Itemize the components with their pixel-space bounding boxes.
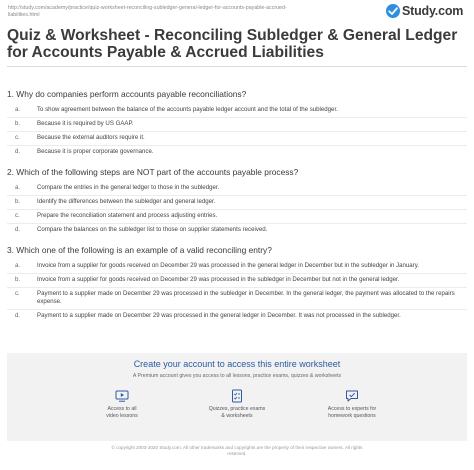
- option-letter: b.: [15, 198, 21, 205]
- option-letter: c.: [15, 212, 20, 219]
- feature-video-lessons: [77, 389, 167, 419]
- page-title: Quiz & Worksheet - Reconciling Subledger & General Ledger for Accounts Payable & Accrued Liabilities: [7, 27, 458, 61]
- option-text: To show agreement between the balance of the accounts payable ledger account and the total of the subledger.: [37, 106, 338, 113]
- option-text: Payment to a supplier made on December 29 was processed in the general ledger in December. It was not processed in the subledger.: [37, 312, 401, 319]
- copyright-line-2: reserved.: [227, 451, 247, 456]
- feature-label-line2: & worksheets: [221, 412, 253, 419]
- question-1: [7, 89, 467, 159]
- quiz-icon: [230, 389, 244, 403]
- answer-option: [7, 209, 467, 223]
- option-letter: a.: [15, 106, 21, 113]
- page-url: http://study.com/academy/practice/quiz-worksheet-reconciling-subledger-general-ledger-for-accounts-payable-accrued-liabilities.html: [8, 5, 287, 18]
- premium-cta-box[interactable]: [7, 353, 467, 441]
- answer-option: [7, 287, 467, 309]
- answer-list: [7, 104, 467, 159]
- option-letter: b.: [15, 120, 21, 127]
- option-letter: d.: [15, 312, 21, 319]
- study-logo[interactable]: [386, 3, 468, 19]
- option-text: Compare the entries in the general ledger to those in the subledger.: [37, 184, 220, 191]
- answer-option: [7, 195, 467, 209]
- answer-option: [7, 260, 467, 273]
- answer-option: [7, 273, 467, 287]
- answer-option: [7, 309, 467, 323]
- option-text: Invoice from a supplier for goods received on December 29 was processed in the subledger in December but not in the general ledger.: [37, 276, 400, 283]
- answer-list: [7, 260, 467, 323]
- answer-option: [7, 117, 467, 131]
- feature-label-line2: homework questions: [328, 412, 376, 419]
- study-logo-text: Study.com: [402, 4, 464, 18]
- feature-label-line1: Access to all: [107, 406, 137, 412]
- option-text: Identify the differences between the subledger and general ledger.: [37, 198, 216, 205]
- cta-title[interactable]: Create your account to access this entire worksheet: [133, 359, 341, 369]
- answer-list: [7, 182, 467, 237]
- option-text: Because it is proper corporate governance.: [37, 148, 154, 155]
- option-text: Invoice from a supplier for goods received on December 29 was processed in the general ledger in December but in the subledger in January.: [37, 262, 419, 269]
- option-text: Payment to a supplier made on December 29 was processed in the subledger in December. In the general ledger, the payment was allocated to the repairs expense.: [37, 290, 455, 305]
- option-letter: b.: [15, 276, 21, 283]
- feature-quizzes: [192, 389, 282, 419]
- question-2: [7, 167, 467, 237]
- answer-option: [7, 223, 467, 237]
- cta-subtitle: A Premium account gives you access to all lessons, practice exams, quizzes & worksheets: [132, 373, 342, 379]
- option-text: Because the external auditors require it.: [37, 134, 145, 141]
- question-text: 3. Which one of the following is an example of a valid reconciling entry?: [7, 245, 272, 255]
- option-letter: c.: [15, 290, 20, 297]
- feature-experts: [307, 389, 397, 419]
- answer-option: [7, 182, 467, 195]
- copyright-line-1: © copyright 2003-2020 Study.com. All other trademarks and copyrights are the property of their respective owners. All rights: [111, 445, 363, 450]
- experts-icon: [345, 389, 359, 403]
- option-text: Because it is required by US GAAP.: [37, 120, 134, 127]
- option-letter: d.: [15, 226, 21, 233]
- study-logo-icon: [386, 4, 400, 18]
- option-letter: c.: [15, 134, 20, 141]
- feature-label-line1: Access to experts for: [327, 406, 377, 412]
- feature-label-line2: video lessons: [106, 412, 138, 419]
- answer-option: [7, 145, 467, 159]
- answer-option: [7, 131, 467, 145]
- question-text: 1. Why do companies perform accounts payable reconciliations?: [7, 89, 247, 99]
- option-letter: d.: [15, 148, 21, 155]
- title-divider: [7, 66, 467, 67]
- answer-option: [7, 104, 467, 117]
- question-text: 2. Which of the following steps are NOT part of the accounts payable process?: [7, 167, 299, 177]
- option-letter: a.: [15, 184, 21, 191]
- video-lessons-icon: [115, 389, 129, 403]
- question-3: [7, 245, 467, 323]
- option-letter: a.: [15, 262, 21, 269]
- option-text: Prepare the reconciliation statement and process adjusting entries.: [37, 212, 218, 219]
- option-text: Compare the balances on the subledger list to those on supplier statements received.: [37, 226, 268, 233]
- feature-label-line1: Quizzes, practice exams: [208, 406, 266, 412]
